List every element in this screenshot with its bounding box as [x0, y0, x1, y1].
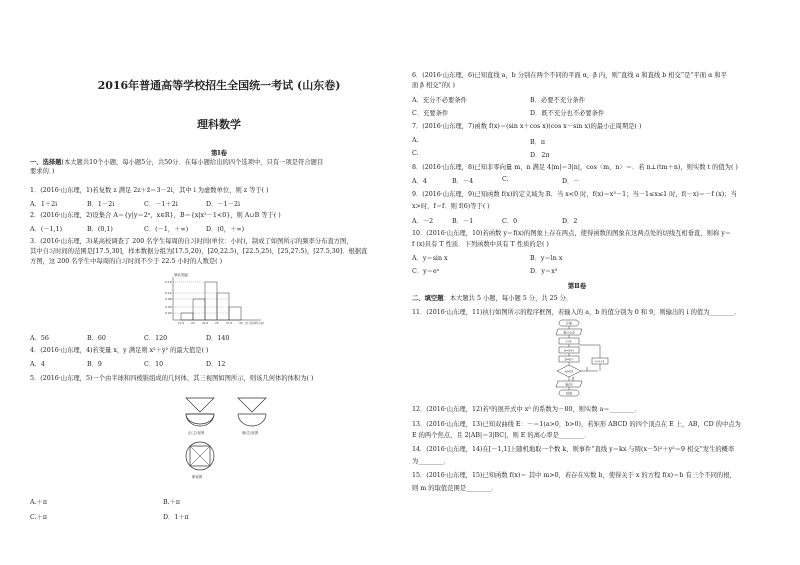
part1-title: 第Ⅰ卷	[210, 149, 228, 157]
q9-text-line1: 9．(2016·山东理，9)已知函数 f(x)的定义域为 R．当 x<0 时，f(x)＝x³－1；当－1≤x≤1 时，f(－x)＝－f (x)；当	[412, 191, 737, 198]
left-column	[30, 0, 408, 565]
q2-text: 2．(2016·山东理，2)设集合 A＝{y|y＝2ˣ，x∈R}，B＝{x|x²－1<0}，则 A∪B 等于( )	[30, 212, 281, 219]
q3-ytick-4: 0.02	[165, 311, 172, 315]
q11-flowchart	[540, 318, 640, 402]
q5-side-view-label: 侧(左)视图	[242, 431, 259, 435]
q3-xtick-1: 20	[191, 321, 195, 325]
q8-option-b: B．－4	[452, 178, 474, 185]
q1-option-d: D．－1－2i	[206, 201, 240, 208]
q9-option-a: A．－2	[412, 218, 434, 225]
q8-option-c: C.	[502, 176, 509, 183]
q3-option-c: C．120	[144, 335, 168, 342]
q5-option-d: D．1＋π	[163, 514, 189, 521]
q3-ytick-3: 0.04	[165, 305, 172, 309]
q11-flow-input: 输入a,b	[563, 330, 575, 335]
q3-bar-2	[193, 299, 205, 320]
q11-flow-end: 结束	[565, 391, 573, 396]
q2-option-a: A．(－1,1)	[30, 226, 63, 233]
q9-option-b: B．－1	[452, 218, 474, 225]
q8-option-d: D．－	[562, 178, 580, 185]
section2-header: 二、填空题	[412, 295, 444, 302]
q3-ytick-2: 0.08	[165, 297, 172, 301]
q4-text: 4．(2016·山东理，4)若变量 x，y 满足则 x²＋y² 的最大值是( )	[30, 347, 209, 354]
q3-histogram-ylabel: 频率/组距	[174, 273, 189, 277]
q3-xtick-4: 27.5	[226, 321, 233, 325]
q9-option-c: C．0	[502, 218, 518, 225]
q5-option-a: A.＋π	[30, 499, 47, 506]
q5-text: 5．(2016·山东理，5)一个由半球和四棱锥组成的几何体，其三视图如图所示，则该几何体的体积为( )	[30, 375, 314, 382]
q11-flow-output: 输出i	[565, 382, 573, 387]
q3-text-line2: 其中自习时间的范围是[17.5,30]，样本数据分组为[17.5,20)，[20,22.5)，[22.5,25)，[25,27.5)，[27.5,30]．根据直	[30, 248, 368, 255]
q15-text-line1: 15．(2016·山东理，15)已知函数 f(x)＝ 其中 m>0，若存在实数 b，使得关于 x 的方程 f(x)＝b 有三个不同的根，	[412, 472, 736, 479]
q10-text-line2: f (x)具有 T 性质．下列函数中具有 T 性质的是( )	[412, 241, 549, 248]
part2-title: 第Ⅱ卷	[567, 282, 587, 290]
q3-bar-3	[205, 282, 217, 320]
q1-option-a: A．1＋2i	[30, 201, 58, 208]
q11-flow-cond: a>b?	[564, 369, 574, 374]
q3-histogram	[165, 270, 280, 327]
q15-text-line2: 则 m 的取值范围是________．	[412, 485, 498, 492]
q3-xtick-3: 25	[215, 321, 219, 325]
q10-text-line1: 10．(2016·山东理，10)若函数 y＝f(x)的图象上存在两点，使得函数的图象在这两点处的切线互相垂直，则称 y＝	[412, 230, 732, 237]
q6-text-line1: 6．(2016·山东理，6)已知直线 a，b 分别在两个不同的平面 α，β 内，则“直线 a 和直线 b 相交”是“平面 α 和平	[412, 72, 728, 79]
right-column	[412, 0, 782, 565]
q4-option-b: B．9	[87, 361, 102, 368]
q7-option-a: A.	[412, 137, 419, 144]
q11-flow-start: 开始	[565, 321, 573, 326]
q8-text: 8．(2016·山东理，8)已知非零向量 m，n 满足 4|m|＝3|n|，cos〈m，n〉＝．若 n⊥(tm＋n)，则实数 t 的值为( )	[412, 164, 738, 171]
q5-top-view-label: 俯视图	[192, 475, 203, 479]
q6-text-line2: 面 β 相交”的( )	[412, 82, 455, 89]
q11-flow-no: 否	[585, 367, 589, 371]
q14-text-line2: 为________．	[412, 458, 450, 465]
q7-option-c: C.	[412, 150, 419, 157]
q12-text: 12．(2016·山东理，12)若⁵的展开式中 x⁵ 的系数为－80，则实数 a＝________．	[412, 406, 642, 413]
q11-flow-init: i=1	[566, 339, 572, 344]
q11-flow-yes: 是	[571, 377, 575, 381]
q2-option-b: B．(0,1)	[87, 226, 113, 233]
q3-ytick-0: 0.16	[165, 280, 172, 284]
section1-text-line1: (本大题共10个小题，每小题5分，共50分．在每小题给出的四个选项中，只有一项是符合题目	[61, 159, 324, 166]
q10-option-b: B．y＝ln x	[530, 255, 563, 262]
q2-option-c: C．(－1，＋∞)	[144, 226, 189, 233]
q11-flow-inc: i=i+1	[595, 359, 605, 364]
q3-bar-5	[229, 307, 241, 320]
q3-option-d: D．140	[206, 335, 230, 342]
q4-option-a: A．4	[30, 361, 45, 368]
q7-option-d: D．2π	[530, 152, 550, 159]
q2-option-d: D．(0，＋∞)	[206, 226, 245, 233]
q10-option-d: D．y＝x³	[530, 268, 558, 275]
q3-option-a: A．56	[30, 335, 49, 342]
q5-front-view	[186, 398, 214, 426]
q11-flow-step2: b=b-i	[564, 357, 574, 362]
q5-option-b: B.＋π	[163, 499, 181, 506]
q6-option-c: C．充要条件	[412, 110, 449, 117]
q4-option-c: C．10	[144, 361, 164, 368]
q9-option-d: D．2	[562, 218, 578, 225]
q9-text-line2: x>时，f＝f．则 f(6)等于( )	[412, 203, 490, 210]
q3-xtick-2: 22.5	[202, 321, 209, 325]
q7-text: 7．(2016·山东理，7)函数 f(x)＝(sin x＋cos x)(cos x－sin x)的最小正周期是( )	[412, 123, 642, 130]
q5-three-views	[180, 386, 300, 486]
q1-option-c: C．－1＋2i	[144, 201, 178, 208]
q6-option-a: A．充分不必要条件	[412, 97, 467, 104]
q5-side-view	[238, 398, 266, 426]
q5-front-view-label: 正(主)视图	[188, 431, 205, 435]
q3-xtick-0: 17.5	[178, 321, 185, 325]
q3-option-b: B．60	[87, 335, 106, 342]
q13-text-line1: 13．(2016·山东理，13)已知双曲线 E：－＝1(a>0，b>0)，若矩形 ABCD 的四个顶点在 E 上，AB，CD 的中点为	[412, 421, 741, 428]
section2-intro	[412, 294, 572, 303]
q3-bar-1	[181, 313, 193, 320]
q13-text-line2: E 的两个焦点，且 2|AB|＝3|BC|，则 E 的离心率是________．	[412, 432, 591, 439]
q11-text: 11．(2016·山东理，11)执行如图所示的程序框图，若输入的 a，b 的值分别为 0 和 9，则输出的 i 的值为________．	[412, 309, 741, 316]
q5-option-c: C.＋π	[30, 514, 48, 521]
q7-option-b: B．π	[530, 139, 546, 146]
q3-xtick-5: 30	[239, 321, 243, 325]
q1-option-b: B．1－2i	[87, 201, 115, 208]
q3-text-line3: 方图，这 200 名学生中每周的自习时间不少于 22.5 小时的人数是( )	[30, 258, 223, 265]
q3-ytick-1: 0.10	[165, 291, 172, 295]
q1-text: 1．(2016·山东理，1)若复数 z 满足 2z＋z̄＝3－2i，其中 i 为虚数单位，则 z 等于( )	[30, 187, 269, 194]
subject-title: 理科数学	[197, 118, 241, 131]
section1-intro	[30, 158, 323, 167]
q3-text-line1: 3．(2016·山东理，3)某高校调查了 200 名学生每周的自习时间(单位：小时)，制成了如图所示的频率分布直方图，	[30, 238, 353, 245]
section2-text: ：本大题共 5 小题，每小题 5 分，共 25 分．	[443, 295, 573, 302]
q10-option-a: A．y＝sin x	[412, 255, 448, 262]
q3-histogram-xlabel: 自习时间/小时	[245, 321, 265, 325]
q3-bar-4	[217, 293, 229, 320]
q11-flow-step1: a=a+i	[563, 348, 575, 353]
section1-text-line2: 要求的．)	[30, 168, 55, 175]
q14-text-line1: 14．(2016·山东理，14)在[－1,1]上随机地取一个数 k，则事件“直线 y＝kx 与圆(x－5)²＋y²＝9 相交”发生的概率	[412, 446, 735, 453]
exam-title: 2016年普通高等学校招生全国统一考试 (山东卷)	[97, 79, 341, 92]
q6-option-d: D．既不充分也不必要条件	[530, 110, 605, 117]
q4-option-d: D．12	[206, 361, 226, 368]
q8-option-a: A．4	[412, 178, 427, 185]
q6-option-b: B．必要不充分条件	[530, 97, 586, 104]
q10-option-c: C．y＝eˣ	[412, 268, 440, 275]
q5-top-view	[186, 442, 214, 470]
section1-header: 一、选择题	[30, 159, 62, 166]
